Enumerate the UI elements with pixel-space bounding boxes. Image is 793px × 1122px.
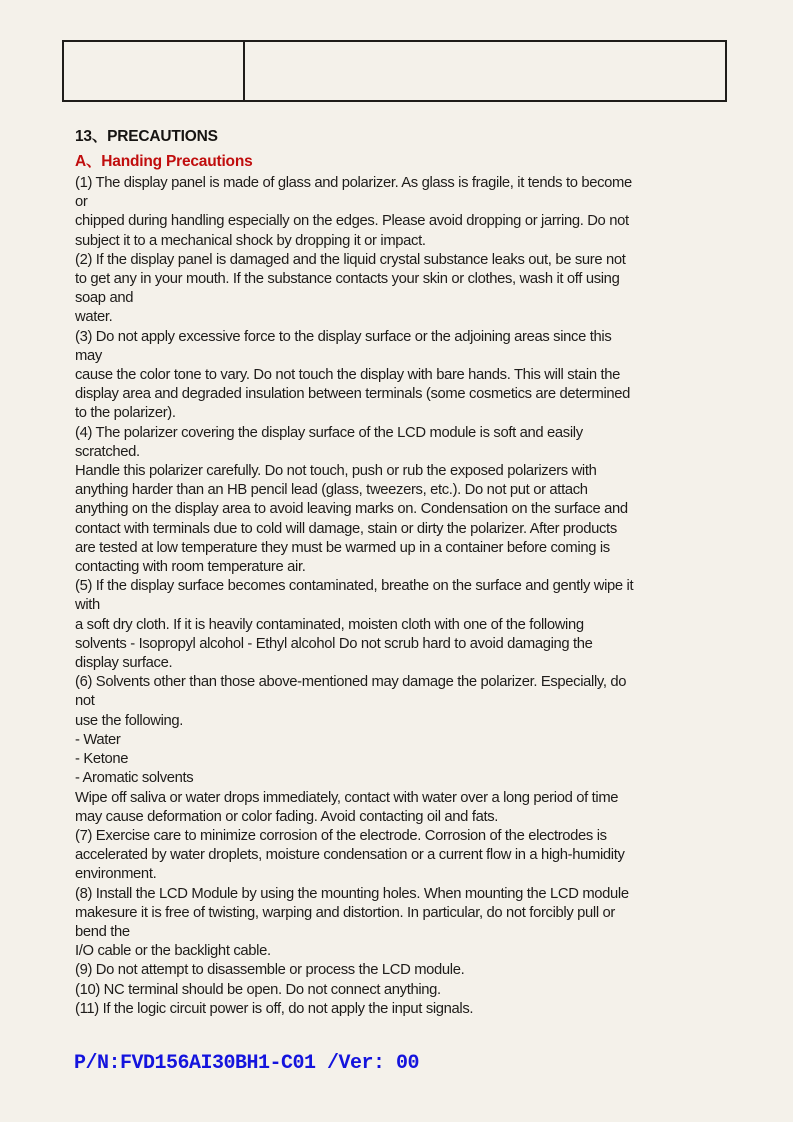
text-line: water. xyxy=(75,309,113,326)
text-line: display surface. xyxy=(75,655,173,672)
header-table-cell-left xyxy=(64,42,245,100)
section-title: 13、PRECAUTIONS xyxy=(75,128,218,145)
text-line: soap and xyxy=(75,290,134,307)
text-line: - Aromatic solvents xyxy=(75,770,194,787)
text-line: makesure it is free of twisting, warping and distortion. In particular, do not forcibly pull or xyxy=(75,904,615,921)
text-line: a soft dry cloth. If it is heavily contaminated, moisten cloth with one of the following xyxy=(75,616,584,633)
text-line: (9) Do not attempt to disassemble or process the LCD module. xyxy=(75,962,465,979)
text-line: not xyxy=(75,693,95,710)
part-number-footer: P/N:FVD156AI30BH1-C01 /Ver: 00 xyxy=(74,1052,420,1075)
text-line: (8) Install the LCD Module by using the mounting holes. When mounting the LCD module xyxy=(75,885,629,902)
text-line: accelerated by water droplets, moisture condensation or a current flow in a high-humidity xyxy=(75,847,625,864)
text-line: (3) Do not apply excessive force to the display surface or the adjoining areas since this xyxy=(75,328,612,345)
text-line: - Water xyxy=(75,731,121,748)
text-line: anything on the display area to avoid leaving marks on. Condensation on the surface and xyxy=(75,501,628,518)
text-line: (6) Solvents other than those above-mentioned may damage the polarizer. Especially, do xyxy=(75,674,627,691)
text-line: display area and degraded insulation between terminals (some cosmetics are determined xyxy=(75,386,631,403)
text-line: (10) NC terminal should be open. Do not connect anything. xyxy=(75,981,441,998)
header-table-cell-right xyxy=(245,42,725,100)
text-line: solvents - Isopropyl alcohol - Ethyl alcohol Do not scrub hard to avoid damaging the xyxy=(75,635,593,652)
text-line: with xyxy=(75,597,100,614)
subsection-title: A、Handing Precautions xyxy=(75,153,253,170)
text-line: subject it to a mechanical shock by dropping it or impact. xyxy=(75,232,426,249)
text-line: environment. xyxy=(75,866,157,883)
text-line: - Ketone xyxy=(75,751,129,768)
text-line: bend the xyxy=(75,923,130,940)
text-line: (11) If the logic circuit power is off, do not apply the input signals. xyxy=(75,1000,474,1017)
text-line: anything harder than an HB pencil lead (glass, tweezers, etc.). Do not put or attach xyxy=(75,482,588,499)
text-line: (4) The polarizer covering the display surface of the LCD module is soft and easily xyxy=(75,424,583,441)
text-line: use the following. xyxy=(75,712,184,729)
text-line: chipped during handling especially on the edges. Please avoid dropping or jarring. Do not xyxy=(75,213,629,230)
body-text xyxy=(75,174,725,1019)
text-line: cause the color tone to vary. Do not touch the display with bare hands. This will stain the xyxy=(75,367,620,384)
header-table xyxy=(62,40,727,102)
text-line: Wipe off saliva or water drops immediately, contact with water over a long period of time xyxy=(75,789,619,806)
text-line: (5) If the display surface becomes contaminated, breathe on the surface and gently wipe it xyxy=(75,578,634,595)
text-line: contact with terminals due to cold will damage, stain or dirty the polarizer. After products xyxy=(75,520,617,537)
text-line: scratched. xyxy=(75,443,140,460)
text-line: (7) Exercise care to minimize corrosion of the electrode. Corrosion of the electrodes is xyxy=(75,827,607,844)
text-line: are tested at low temperature they must be warmed up in a container before coming is xyxy=(75,539,610,556)
text-line: contacting with room temperature air. xyxy=(75,559,306,576)
text-line: Handle this polarizer carefully. Do not touch, push or rub the exposed polarizers with xyxy=(75,463,597,480)
text-line: to get any in your mouth. If the substance contacts your skin or clothes, wash it off using xyxy=(75,271,620,288)
text-line: (1) The display panel is made of glass and polarizer. As glass is fragile, it tends to become xyxy=(75,175,632,191)
content-area xyxy=(75,124,725,1019)
text-line: (2) If the display panel is damaged and the liquid crystal substance leaks out, be sure not xyxy=(75,251,626,268)
text-line: may xyxy=(75,347,102,364)
text-line: may cause deformation or color fading. Avoid contacting oil and fats. xyxy=(75,808,499,825)
text-line: I/O cable or the backlight cable. xyxy=(75,943,271,960)
text-line: to the polarizer). xyxy=(75,405,176,422)
text-line: or xyxy=(75,194,88,211)
